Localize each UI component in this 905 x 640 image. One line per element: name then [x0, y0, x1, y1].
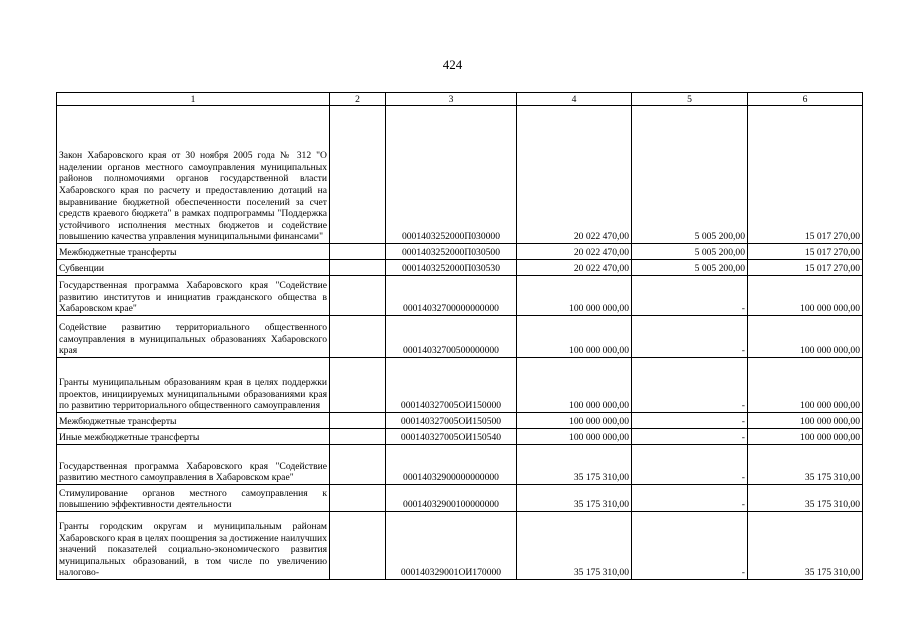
row-col6: 100 000 000,00	[748, 316, 863, 358]
row-col5: -	[632, 429, 748, 445]
row-name: Стимулирование органов местного самоуправления к повышению эффективности деятельности	[57, 485, 330, 512]
table-row	[57, 429, 863, 445]
row-col4: 35 175 310,00	[517, 485, 632, 512]
row-col6: 100 000 000,00	[748, 413, 863, 429]
row-col4: 20 022 470,00	[517, 244, 632, 260]
row-col4: 100 000 000,00	[517, 358, 632, 413]
row-code: 00014032900100000000	[386, 485, 517, 512]
row-col2	[330, 429, 386, 445]
row-col6: 15 017 270,00	[748, 244, 863, 260]
row-col5: -	[632, 512, 748, 580]
row-col6: 35 175 310,00	[748, 512, 863, 580]
row-name: Государственная программа Хабаровского края "Содействие развитию местного самоуправления в Хабаровском крае"	[57, 445, 330, 485]
row-col4: 35 175 310,00	[517, 445, 632, 485]
row-col5: -	[632, 316, 748, 358]
row-name: Государственная программа Хабаровского края "Содействие развитию институтов и инициатив гражданского общества в Хабаровском крае"	[57, 276, 330, 316]
row-code: 000140327005ОИ150540	[386, 429, 517, 445]
row-col4: 20 022 470,00	[517, 106, 632, 244]
row-col2	[330, 276, 386, 316]
row-col2	[330, 244, 386, 260]
row-col2	[330, 413, 386, 429]
row-col2	[330, 445, 386, 485]
row-code: 000140327005ОИ150000	[386, 358, 517, 413]
budget-table	[56, 92, 863, 580]
row-col4: 100 000 000,00	[517, 413, 632, 429]
row-col5: 5 005 200,00	[632, 106, 748, 244]
table-row	[57, 276, 863, 316]
table-row	[57, 413, 863, 429]
row-code: 00014032900000000000	[386, 445, 517, 485]
row-col2	[330, 485, 386, 512]
row-col6: 15 017 270,00	[748, 106, 863, 244]
table-row	[57, 244, 863, 260]
table-row	[57, 260, 863, 276]
row-col5: -	[632, 276, 748, 316]
row-col2	[330, 260, 386, 276]
table-row	[57, 106, 863, 244]
row-name: Межбюджетные трансферты	[57, 244, 330, 260]
row-code: 0001403252000П030530	[386, 260, 517, 276]
row-col5: -	[632, 413, 748, 429]
row-name: Иные межбюджетные трансферты	[57, 429, 330, 445]
row-col6: 35 175 310,00	[748, 485, 863, 512]
row-name: Содействие развитию территориального общественного самоуправления в муниципальных образованиях Хабаровского края	[57, 316, 330, 358]
row-col5: -	[632, 358, 748, 413]
row-code: 000140329001ОИ170000	[386, 512, 517, 580]
row-col6: 35 175 310,00	[748, 445, 863, 485]
row-name: Гранты городским округам и муниципальным районам Хабаровского края в целях поощрения за достижение наилучших значений показателей социально-экономического развития муниципальных образований, в том числе по увеличению налогово-	[57, 512, 330, 580]
row-col4: 100 000 000,00	[517, 429, 632, 445]
row-col6: 15 017 270,00	[748, 260, 863, 276]
row-col5: -	[632, 485, 748, 512]
row-name: Закон Хабаровского края от 30 ноября 2005 года № 312 "О наделении органов местного самоуправления муниципальных районов полномочиями органов государственной власти Хабаровского края по расчету и предоставлению дотаций на выравнивание бюджетной обеспеченности поселений за счет средств краевого бюджета" в рамках подпрограммы "Поддержка устойчивого исполнения местных бюджетов и содействие повышению качества управления муниципальными финансами"	[57, 106, 330, 244]
row-code: 000140327005ОИ150500	[386, 413, 517, 429]
row-code: 00014032700500000000	[386, 316, 517, 358]
row-code: 0001403252000П030500	[386, 244, 517, 260]
table-row	[57, 316, 863, 358]
row-col2	[330, 358, 386, 413]
row-col4: 100 000 000,00	[517, 276, 632, 316]
column-header-6: 6	[748, 93, 863, 106]
table-header-row	[57, 93, 863, 106]
page-number: 424	[442, 57, 463, 72]
table-row	[57, 358, 863, 413]
row-col4: 20 022 470,00	[517, 260, 632, 276]
column-header-4: 4	[517, 93, 632, 106]
row-col6: 100 000 000,00	[748, 358, 863, 413]
row-code: 00014032700000000000	[386, 276, 517, 316]
table-row	[57, 445, 863, 485]
table-row	[57, 512, 863, 580]
column-header-1: 1	[57, 93, 330, 106]
table-row	[57, 485, 863, 512]
row-col5: 5 005 200,00	[632, 260, 748, 276]
row-col5: -	[632, 445, 748, 485]
row-col6: 100 000 000,00	[748, 429, 863, 445]
row-code: 0001403252000П030000	[386, 106, 517, 244]
row-col4: 35 175 310,00	[517, 512, 632, 580]
row-col5: 5 005 200,00	[632, 244, 748, 260]
column-header-5: 5	[632, 93, 748, 106]
row-name: Межбюджетные трансферты	[57, 413, 330, 429]
row-col4: 100 000 000,00	[517, 316, 632, 358]
row-name: Гранты муниципальным образованиям края в целях поддержки проектов, инициируемых муниципальными образованиями края по развитию территориального общественного самоуправления	[57, 358, 330, 413]
row-col6: 100 000 000,00	[748, 276, 863, 316]
column-header-2: 2	[330, 93, 386, 106]
column-header-3: 3	[386, 93, 517, 106]
row-name: Субвенции	[57, 260, 330, 276]
row-col2	[330, 512, 386, 580]
row-col2	[330, 316, 386, 358]
row-col2	[330, 106, 386, 244]
